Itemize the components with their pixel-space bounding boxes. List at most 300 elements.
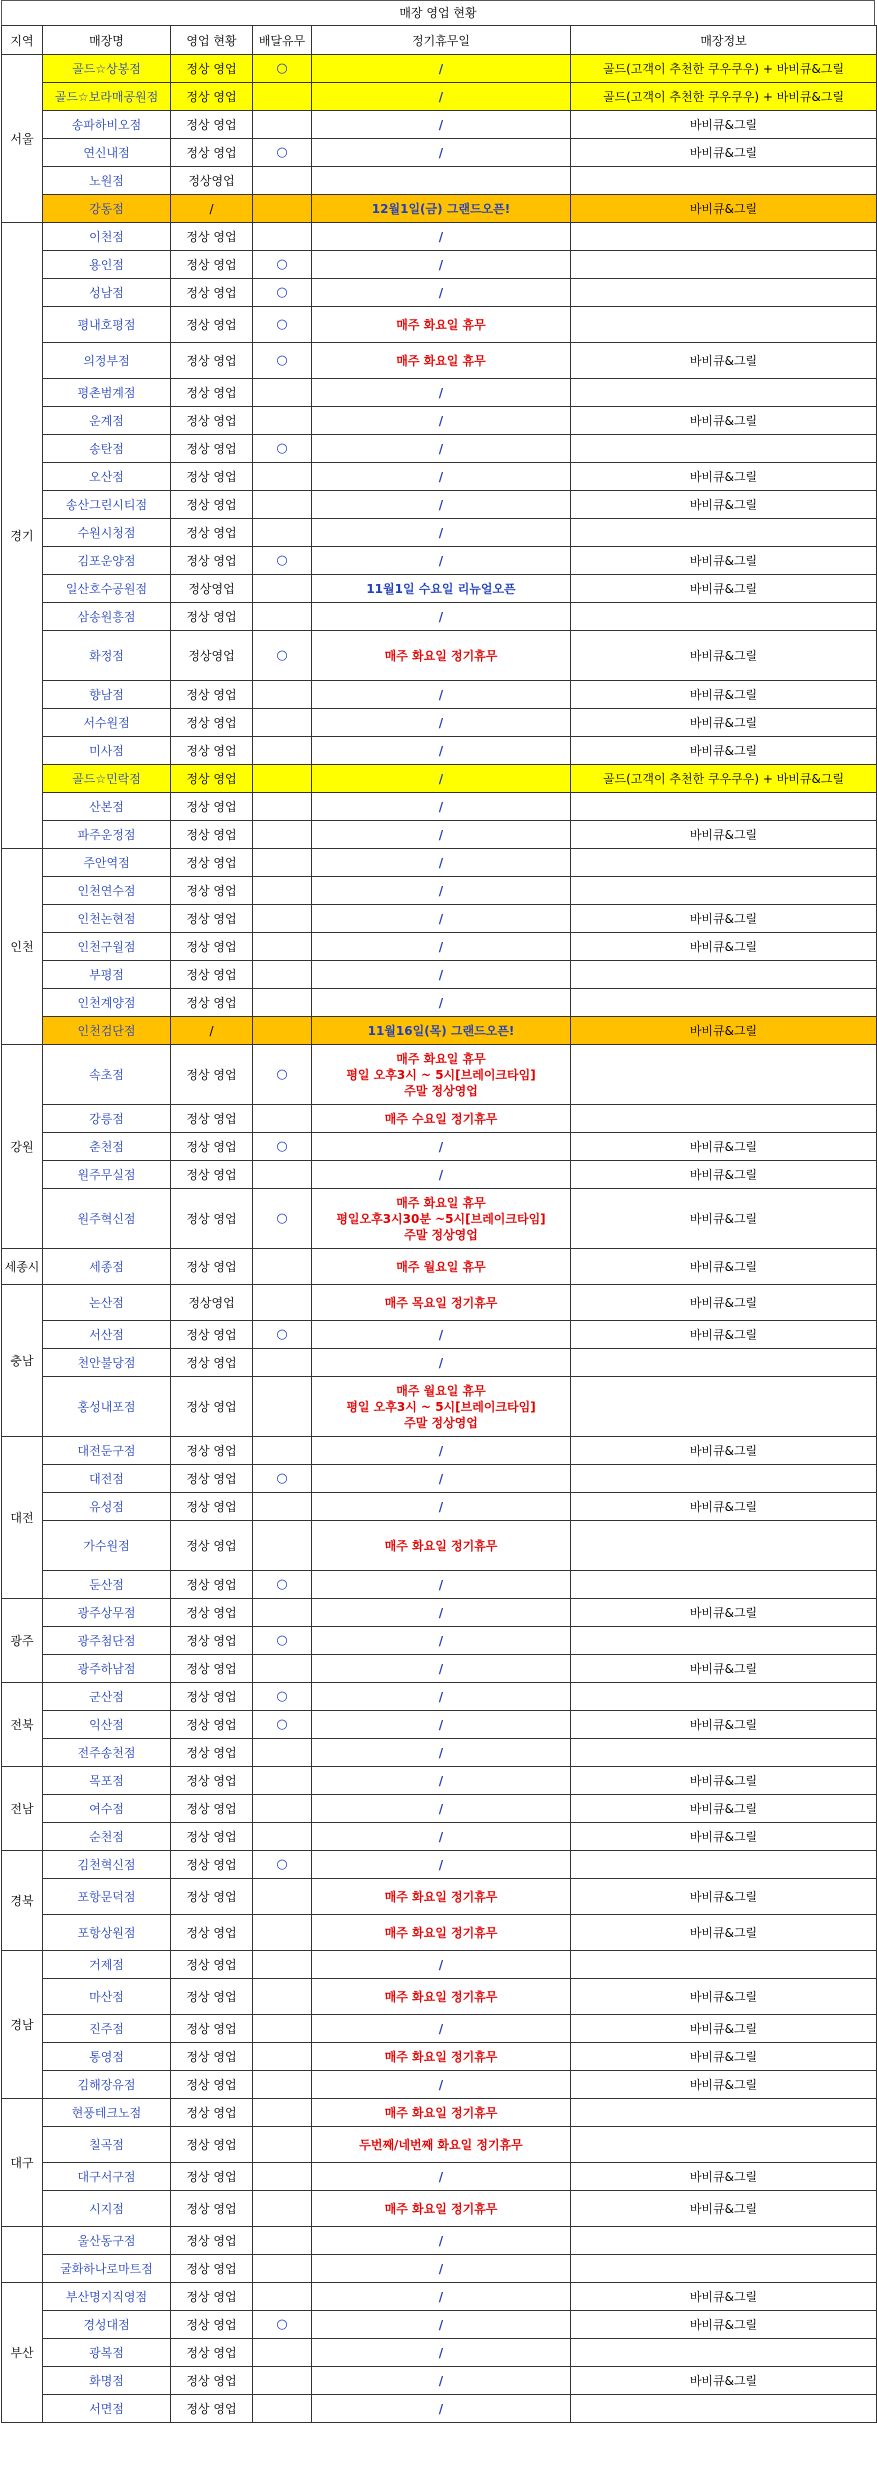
regular-holiday: / <box>312 2071 571 2099</box>
store-info: 바비큐&그릴 <box>571 1189 877 1249</box>
regular-holiday: 매주 화요일 정기휴무 <box>312 1879 571 1915</box>
business-status: 정상 영업 <box>171 1951 253 1979</box>
delivery-mark <box>253 1189 312 1249</box>
regular-holiday: / <box>312 765 571 793</box>
delivery-mark <box>253 251 312 279</box>
store-info: 바비큐&그릴 <box>571 1285 877 1321</box>
store-name: 울산동구점 <box>43 2227 171 2255</box>
circle-icon: ○ <box>276 1717 288 1732</box>
store-name: 송탄점 <box>43 435 171 463</box>
regular-holiday: / <box>312 1349 571 1377</box>
store-name: 가수원점 <box>43 1521 171 1571</box>
store-info: 바비큐&그릴 <box>571 1823 877 1851</box>
table-row <box>2 463 877 491</box>
delivery-mark <box>253 709 312 737</box>
business-status: 정상 영업 <box>171 2043 253 2071</box>
store-name: 통영점 <box>43 2043 171 2071</box>
region-cell: 경남 <box>2 1951 43 2099</box>
store-name: 오산점 <box>43 463 171 491</box>
table-row <box>2 139 877 167</box>
business-status: 정상 영업 <box>171 2071 253 2099</box>
business-status: 정상 영업 <box>171 709 253 737</box>
delivery-mark <box>253 167 312 195</box>
table-row <box>2 223 877 251</box>
regular-holiday: / <box>312 251 571 279</box>
store-info: 바비큐&그릴 <box>571 2071 877 2099</box>
store-info <box>571 989 877 1017</box>
delivery-mark <box>253 279 312 307</box>
business-status: 정상 영업 <box>171 765 253 793</box>
regular-holiday: / <box>312 2395 571 2423</box>
business-status: 정상 영업 <box>171 1521 253 1571</box>
region-cell: 부산 <box>2 2283 43 2423</box>
store-name: 인천검단점 <box>43 1017 171 1045</box>
table-row <box>2 1951 877 1979</box>
business-status: / <box>171 195 253 223</box>
regular-holiday: 매주 화요일 정기휴무 <box>312 631 571 681</box>
store-info: 바비큐&그릴 <box>571 1599 877 1627</box>
region-cell: 강원 <box>2 1045 43 1249</box>
regular-holiday: / <box>312 55 571 83</box>
header-status: 영업 현황 <box>171 26 253 55</box>
table-row <box>2 1795 877 1823</box>
regular-holiday: / <box>312 223 571 251</box>
regular-holiday: / <box>312 279 571 307</box>
store-info <box>571 877 877 905</box>
business-status: 정상 영업 <box>171 681 253 709</box>
table-row <box>2 1599 877 1627</box>
table-row <box>2 1249 877 1285</box>
table-row <box>2 1377 877 1437</box>
regular-holiday: / <box>312 1493 571 1521</box>
regular-holiday: / <box>312 989 571 1017</box>
store-name: 삼송원흥점 <box>43 603 171 631</box>
delivery-mark <box>253 223 312 251</box>
store-name: 천안불당점 <box>43 1349 171 1377</box>
regular-holiday: / <box>312 2283 571 2311</box>
store-info <box>571 2127 877 2163</box>
business-status: 정상 영업 <box>171 1045 253 1105</box>
store-info: 바비큐&그릴 <box>571 2191 877 2227</box>
store-info <box>571 2099 877 2127</box>
store-name: 향남점 <box>43 681 171 709</box>
store-name: 의정부점 <box>43 343 171 379</box>
business-status: 정상 영업 <box>171 1915 253 1951</box>
business-status: 정상 영업 <box>171 139 253 167</box>
delivery-mark <box>253 547 312 575</box>
regular-holiday: / <box>312 737 571 765</box>
table-row <box>2 1915 877 1951</box>
store-name: 부평점 <box>43 961 171 989</box>
circle-icon: ○ <box>276 353 288 368</box>
business-status: 정상영업 <box>171 167 253 195</box>
store-info: 바비큐&그릴 <box>571 407 877 435</box>
store-info: 바비큐&그릴 <box>571 737 877 765</box>
store-name: 포항상원점 <box>43 1915 171 1951</box>
store-name: 광주하남점 <box>43 1655 171 1683</box>
delivery-mark <box>253 195 312 223</box>
store-info <box>571 1851 877 1879</box>
regular-holiday: / <box>312 1465 571 1493</box>
table-row <box>2 1105 877 1133</box>
business-status: 정상 영업 <box>171 251 253 279</box>
regular-holiday: / <box>312 407 571 435</box>
store-info: 골드(고객이 추천한 쿠우쿠우) + 바비큐&그릴 <box>571 83 877 111</box>
delivery-mark <box>253 905 312 933</box>
store-name: 현풍테크노점 <box>43 2099 171 2127</box>
region-cell <box>2 2227 43 2283</box>
store-name: 광주첨단점 <box>43 1627 171 1655</box>
regular-holiday: / <box>312 435 571 463</box>
business-status: 정상 영업 <box>171 279 253 307</box>
store-name: 대구서구점 <box>43 2163 171 2191</box>
business-status: 정상 영업 <box>171 1655 253 1683</box>
table-row <box>2 933 877 961</box>
table-row <box>2 1161 877 1189</box>
business-status: 정상영업 <box>171 1285 253 1321</box>
region-cell: 광주 <box>2 1599 43 1683</box>
regular-holiday: / <box>312 877 571 905</box>
store-name: 굴화하나로마트점 <box>43 2255 171 2283</box>
delivery-mark <box>253 1879 312 1915</box>
store-info: 바비큐&그릴 <box>571 195 877 223</box>
regular-holiday: 매주 화요일 정기휴무 <box>312 2099 571 2127</box>
delivery-mark <box>253 961 312 989</box>
regular-holiday: / <box>312 2367 571 2395</box>
regular-holiday: / <box>312 1161 571 1189</box>
circle-icon: ○ <box>276 1211 288 1226</box>
region-cell: 인천 <box>2 849 43 1045</box>
business-status: 정상 영업 <box>171 2127 253 2163</box>
business-status: 정상 영업 <box>171 1879 253 1915</box>
business-status: 정상 영업 <box>171 1795 253 1823</box>
region-cell: 서울 <box>2 55 43 223</box>
delivery-mark <box>253 1767 312 1795</box>
store-name: 시지점 <box>43 2191 171 2227</box>
delivery-mark <box>253 1161 312 1189</box>
circle-icon: ○ <box>276 441 288 456</box>
delivery-mark <box>253 2395 312 2423</box>
regular-holiday: 매주 월요일 휴무 평일 오후3시 ~ 5시[브레이크타임] 주말 정상영업 <box>312 1377 571 1437</box>
store-name: 진주점 <box>43 2015 171 2043</box>
store-info: 바비큐&그릴 <box>571 2163 877 2191</box>
store-name: 이천점 <box>43 223 171 251</box>
store-name: 서면점 <box>43 2395 171 2423</box>
delivery-mark <box>253 1285 312 1321</box>
region-cell: 충남 <box>2 1285 43 1437</box>
store-info <box>571 1627 877 1655</box>
delivery-mark <box>253 2071 312 2099</box>
store-info <box>571 849 877 877</box>
delivery-mark <box>253 1915 312 1951</box>
delivery-mark <box>253 1377 312 1437</box>
sheet-title: 매장 영업 현황 <box>1 0 875 25</box>
business-status: 정상 영업 <box>171 989 253 1017</box>
table-row <box>2 1683 877 1711</box>
table-row <box>2 1711 877 1739</box>
store-name: 서수원점 <box>43 709 171 737</box>
store-name: 인천논현점 <box>43 905 171 933</box>
regular-holiday: / <box>312 2015 571 2043</box>
table-row <box>2 2227 877 2255</box>
delivery-mark <box>253 989 312 1017</box>
table-row <box>2 2163 877 2191</box>
business-status: 정상 영업 <box>171 1133 253 1161</box>
store-info: 바비큐&그릴 <box>571 2015 877 2043</box>
delivery-mark <box>253 343 312 379</box>
table-row <box>2 407 877 435</box>
store-info <box>571 961 877 989</box>
delivery-mark <box>253 603 312 631</box>
regular-holiday: 매주 월요일 휴무 <box>312 1249 571 1285</box>
circle-icon: ○ <box>276 317 288 332</box>
delivery-mark <box>253 1105 312 1133</box>
business-status: 정상 영업 <box>171 1105 253 1133</box>
regular-holiday: / <box>312 2311 571 2339</box>
region-cell: 경북 <box>2 1851 43 1951</box>
delivery-mark <box>253 1851 312 1879</box>
regular-holiday: 매주 화요일 정기휴무 <box>312 2191 571 2227</box>
store-name: 인천연수점 <box>43 877 171 905</box>
delivery-mark <box>253 2283 312 2311</box>
store-name: 미사점 <box>43 737 171 765</box>
regular-holiday: 매주 화요일 휴무 <box>312 307 571 343</box>
store-name: 김천혁신점 <box>43 1851 171 1879</box>
delivery-mark <box>253 765 312 793</box>
delivery-mark <box>253 1711 312 1739</box>
regular-holiday: / <box>312 2163 571 2191</box>
store-info <box>571 1571 877 1599</box>
regular-holiday: / <box>312 2227 571 2255</box>
delivery-mark <box>253 1493 312 1521</box>
business-status: 정상 영업 <box>171 55 253 83</box>
delivery-mark <box>253 2127 312 2163</box>
table-row <box>2 1045 877 1105</box>
header-holiday: 정기휴무일 <box>312 26 571 55</box>
regular-holiday: 11월1일 수요일 리뉴얼오픈 <box>312 575 571 603</box>
regular-holiday: 매주 화요일 휴무 평일오후3시30분 ~5시[브레이크타임] 주말 정상영업 <box>312 1189 571 1249</box>
delivery-mark <box>253 379 312 407</box>
delivery-mark <box>253 407 312 435</box>
delivery-mark <box>253 1465 312 1493</box>
delivery-mark <box>253 1437 312 1465</box>
store-name: 용인점 <box>43 251 171 279</box>
store-name: 거제점 <box>43 1951 171 1979</box>
store-info <box>571 1105 877 1133</box>
business-status: 정상 영업 <box>171 1979 253 2015</box>
regular-holiday: / <box>312 905 571 933</box>
table-row <box>2 1465 877 1493</box>
store-info: 바비큐&그릴 <box>571 1979 877 2015</box>
header-store-name: 매장명 <box>43 26 171 55</box>
business-status: 정상 영업 <box>171 1767 253 1795</box>
delivery-mark <box>253 1979 312 2015</box>
circle-icon: ○ <box>276 61 288 76</box>
delivery-mark <box>253 139 312 167</box>
table-row <box>2 2043 877 2071</box>
delivery-mark <box>253 2367 312 2395</box>
table-row <box>2 2339 877 2367</box>
store-info <box>571 1045 877 1105</box>
region-cell: 대전 <box>2 1437 43 1599</box>
delivery-mark <box>253 1017 312 1045</box>
store-info: 바비큐&그릴 <box>571 905 877 933</box>
store-info: 바비큐&그릴 <box>571 2283 877 2311</box>
store-name: 원주무실점 <box>43 1161 171 1189</box>
regular-holiday: / <box>312 681 571 709</box>
store-name: 홍성내포점 <box>43 1377 171 1437</box>
store-name: 속초점 <box>43 1045 171 1105</box>
delivery-mark <box>253 1133 312 1161</box>
store-name: 목포점 <box>43 1767 171 1795</box>
table-row <box>2 1767 877 1795</box>
table-row <box>2 2367 877 2395</box>
business-status: 정상 영업 <box>171 2395 253 2423</box>
business-status: 정상 영업 <box>171 463 253 491</box>
store-info: 바비큐&그릴 <box>571 1879 877 1915</box>
table-row <box>2 111 877 139</box>
store-name: 원주혁신점 <box>43 1189 171 1249</box>
business-status: 정상 영업 <box>171 2367 253 2395</box>
table-row <box>2 961 877 989</box>
business-status: 정상 영업 <box>171 2283 253 2311</box>
store-name: 운계점 <box>43 407 171 435</box>
store-name: 대전둔구점 <box>43 1437 171 1465</box>
regular-holiday: / <box>312 463 571 491</box>
business-status: 정상 영업 <box>171 821 253 849</box>
store-name: 유성점 <box>43 1493 171 1521</box>
table-row <box>2 737 877 765</box>
business-status: 정상 영업 <box>171 1321 253 1349</box>
store-name: 수원시청점 <box>43 519 171 547</box>
delivery-mark <box>253 491 312 519</box>
table-row <box>2 1823 877 1851</box>
store-name: 산본점 <box>43 793 171 821</box>
table-row <box>2 821 877 849</box>
regular-holiday: 매주 화요일 정기휴무 <box>312 2043 571 2071</box>
business-status: 정상 영업 <box>171 849 253 877</box>
business-status: 정상 영업 <box>171 1711 253 1739</box>
store-name: 포항문덕점 <box>43 1879 171 1915</box>
store-info <box>571 223 877 251</box>
business-status: 정상영업 <box>171 575 253 603</box>
business-status: 정상 영업 <box>171 2099 253 2127</box>
circle-icon: ○ <box>276 1327 288 1342</box>
store-name: 순천점 <box>43 1823 171 1851</box>
circle-icon: ○ <box>276 1139 288 1154</box>
store-info: 바비큐&그릴 <box>571 1321 877 1349</box>
business-status: 정상 영업 <box>171 343 253 379</box>
store-name: 세종점 <box>43 1249 171 1285</box>
circle-icon: ○ <box>276 1633 288 1648</box>
delivery-mark <box>253 1823 312 1851</box>
business-status: 정상 영업 <box>171 1493 253 1521</box>
table-row <box>2 307 877 343</box>
store-info <box>571 307 877 343</box>
delivery-mark <box>253 435 312 463</box>
store-info <box>571 2227 877 2255</box>
regular-holiday: / <box>312 603 571 631</box>
delivery-mark <box>253 575 312 603</box>
regular-holiday: / <box>312 961 571 989</box>
store-info <box>571 1377 877 1437</box>
business-status: 정상 영업 <box>171 1683 253 1711</box>
store-name: 마산점 <box>43 1979 171 2015</box>
table-row <box>2 1133 877 1161</box>
business-status: 정상 영업 <box>171 547 253 575</box>
table-row <box>2 1655 877 1683</box>
table-row <box>2 83 877 111</box>
delivery-mark <box>253 631 312 681</box>
table-row <box>2 1189 877 1249</box>
business-status: 정상 영업 <box>171 1189 253 1249</box>
store-name: 연신내점 <box>43 139 171 167</box>
business-status: 정상 영업 <box>171 905 253 933</box>
store-info <box>571 167 877 195</box>
store-info <box>571 1521 877 1571</box>
business-status: 정상 영업 <box>171 1739 253 1767</box>
regular-holiday: / <box>312 2255 571 2283</box>
table-row <box>2 765 877 793</box>
table-row <box>2 877 877 905</box>
store-info: 바비큐&그릴 <box>571 1017 877 1045</box>
circle-icon: ○ <box>276 648 288 663</box>
store-info <box>571 2395 877 2423</box>
table-row <box>2 1521 877 1571</box>
store-info: 바비큐&그릴 <box>571 1655 877 1683</box>
table-row <box>2 1879 877 1915</box>
store-info: 바비큐&그릴 <box>571 1767 877 1795</box>
regular-holiday: / <box>312 1951 571 1979</box>
delivery-mark <box>253 463 312 491</box>
circle-icon: ○ <box>276 553 288 568</box>
regular-holiday: 매주 화요일 정기휴무 <box>312 1521 571 1571</box>
table-row <box>2 2283 877 2311</box>
regular-holiday: / <box>312 1133 571 1161</box>
region-cell: 세종시 <box>2 1249 43 1285</box>
store-info <box>571 435 877 463</box>
store-name: 김포운양점 <box>43 547 171 575</box>
regular-holiday: / <box>312 2339 571 2367</box>
regular-holiday: / <box>312 1599 571 1627</box>
table-row <box>2 1285 877 1321</box>
regular-holiday: 매주 수요일 정기휴무 <box>312 1105 571 1133</box>
table-row <box>2 1739 877 1767</box>
business-status: 정상 영업 <box>171 2015 253 2043</box>
store-name: 강동점 <box>43 195 171 223</box>
store-name: 화명점 <box>43 2367 171 2395</box>
business-status: 정상 영업 <box>171 1377 253 1437</box>
table-row <box>2 709 877 737</box>
regular-holiday: / <box>312 709 571 737</box>
business-status: 정상 영업 <box>171 603 253 631</box>
business-status: 정상 영업 <box>171 307 253 343</box>
store-name: 여수점 <box>43 1795 171 1823</box>
regular-holiday: / <box>312 1823 571 1851</box>
store-info: 바비큐&그릴 <box>571 709 877 737</box>
regular-holiday: 11월16일(목) 그랜드오픈! <box>312 1017 571 1045</box>
store-name: 파주운정점 <box>43 821 171 849</box>
regular-holiday: 두번째/네번째 화요일 정기휴무 <box>312 2127 571 2163</box>
table-row <box>2 343 877 379</box>
delivery-mark <box>253 933 312 961</box>
store-info <box>571 379 877 407</box>
store-name: 익산점 <box>43 1711 171 1739</box>
business-status: 정상 영업 <box>171 2163 253 2191</box>
table-row <box>2 279 877 307</box>
store-name: 골드☆민락점 <box>43 765 171 793</box>
regular-holiday: / <box>312 1655 571 1683</box>
